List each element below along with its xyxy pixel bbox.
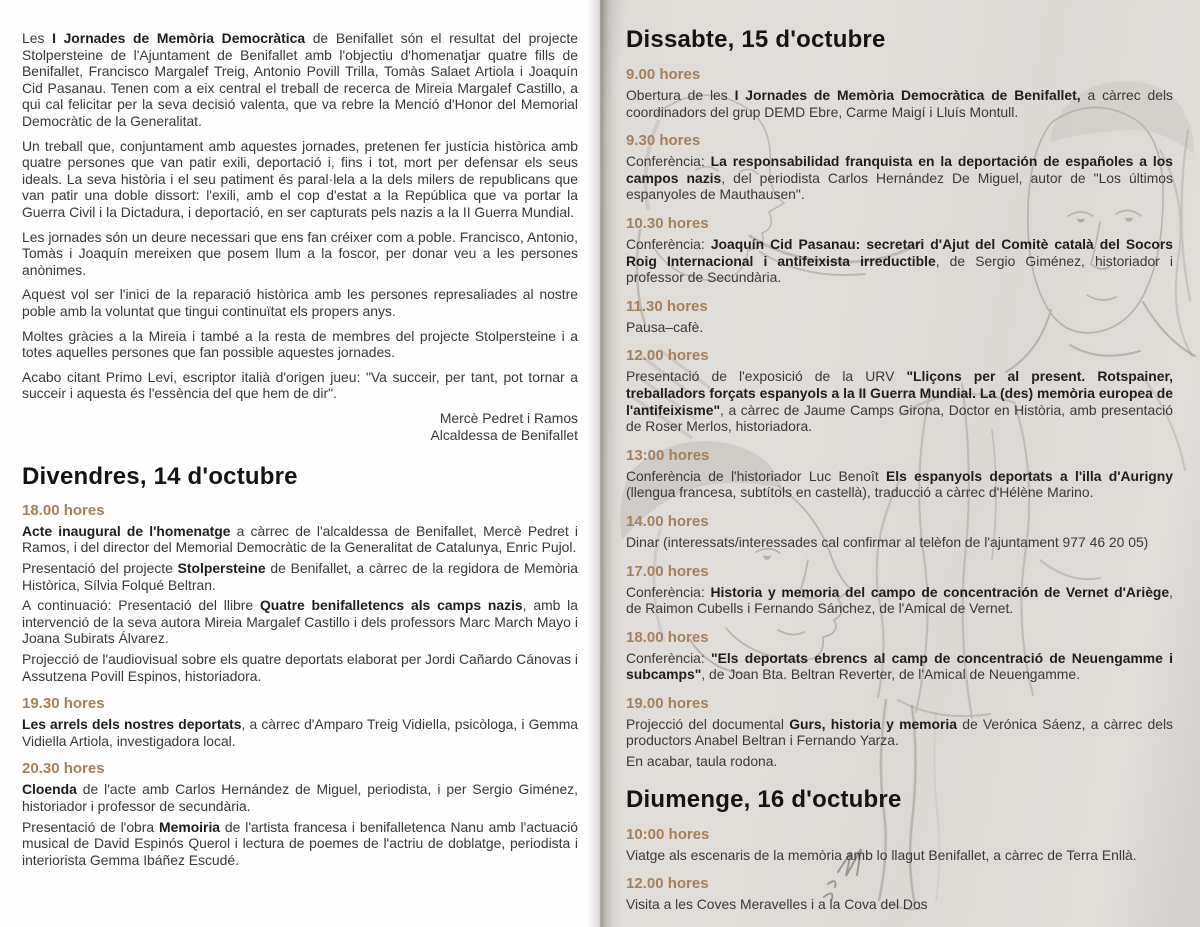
time-label: 14.00 hores <box>626 512 709 530</box>
signature-role: Alcaldessa de Benifallet <box>430 426 578 443</box>
event-paragraph: Viatge als escenaris de la memòria amb lo llagut Benifallet, a càrrec de Terra Enllà. <box>626 846 1137 863</box>
event-paragraph: Pausa–cafè. <box>626 318 704 335</box>
event-paragraph: Conferència: La responsabilidad franquista en la deportación de españoles a los campos nazis, del periodista Carlos Hernández De Miguel, autor de "Los últimos espanyoles de Mauthausen". <box>626 153 1173 203</box>
time-label: 12.00 hores <box>626 875 709 893</box>
time-label: 19.30 hores <box>22 695 105 713</box>
event-paragraph: Obertura de les I Jornades de Memòria Democràtica de Benifallet, a càrrec dels coordinadors del grup DEMD Ebre, Carme Maigí i Lluís Montull. <box>626 87 1173 120</box>
event-paragraph: Presentació de l'obra Memoiria de l'artista francesa i benifalletenca Nanu amb l'actuació musical de David Espinós Querol i lectura de poemes de l'actriu de doblatge, periodista i interiorista Gemma Ibáñez Escudé. <box>22 818 579 868</box>
event-paragraph: Les arrels dels nostres deportats, a càrrec d'Amparo Treig Vidiella, psicòloga, i Gemma Vidiella Artiola, investigadora local. <box>22 716 578 749</box>
time-label: 13:00 hores <box>626 446 710 464</box>
time-label: 17.00 hores <box>626 562 709 580</box>
day-title-friday: Divendres, 14 d'octubre <box>22 462 298 490</box>
event-paragraph: A continuació: Presentació del llibre Quatre benifalletencs als camps nazis, amb la intervenció de la seva autora Mireia Margalef Castillo i dels professors Marc March Mayo i Joana Subirats Álvarez. <box>22 597 578 647</box>
time-label: 18.00 hores <box>626 628 709 646</box>
time-label: 12.00 hores <box>626 347 709 365</box>
sunday-schedule <box>626 826 1173 913</box>
saturday-schedule <box>626 66 1173 770</box>
time-label: 10.30 hores <box>626 214 709 232</box>
time-label: 20.30 hores <box>22 760 105 778</box>
intro-paragraphs <box>22 30 578 402</box>
time-label: 11.30 hores <box>626 297 708 315</box>
signature-block <box>22 410 578 444</box>
day-title-saturday: Dissabte, 15 d'octubre <box>626 26 886 53</box>
time-label: 9.30 hores <box>626 132 701 150</box>
event-paragraph: Acte inaugural de l'homenatge a càrrec de l'alcaldessa de Benifallet, Mercè Pedret i Ramos, i del director del Memorial Democràtic de la Generalitat de Catalunya, Enric Pujol. <box>22 522 578 556</box>
time-label: 18.00 hores <box>22 501 105 519</box>
day-title-sunday: Diumenge, 16 d'octubre <box>626 785 902 813</box>
event-paragraph: Presentació del projecte Stolpersteine de Benifallet, a càrrec de la regidora de Memòria Històrica, Sílvia Folqué Beltran. <box>22 560 578 593</box>
event-paragraph: Conferència de l'historiador Luc Benoît Els espanyols deportats a l'illa d'Aurigny (llengua francesa, subtítols en castellà), traducció a càrrec d'Hélène Marino. <box>626 467 1173 501</box>
event-paragraph: Visita a les Coves Meravelles i a la Cova del Dos <box>626 896 928 913</box>
event-paragraph: Projecció de l'audiovisual sobre els quatre deportats elaborat per Jordi Cañardo Cánovas i Assutzena Povill Espinos, historiadora. <box>22 651 578 684</box>
intro-paragraph: Les I Jornades de Memòria Democràtica de Benifallet són el resultat del projecte Stolpersteine de l'Ajuntament de Benifallet amb l'objectiu d'homenatjar quatre fills de Benifallet, Francisco Margalef Treig, Antonio Povill Trilla, Tomàs Salaet Artiola i Joaquín Cid Pasanau. Tenen com a eix central el treball de recerca de Mireia Margalef Castillo, a qui cal felicitar per la seva decisió valenta, que va rebre la Menció d'Honor del Memorial Democràtic de la Generalitat. <box>22 30 578 129</box>
intro-paragraph: Les jornades són un deure necessari que ens fan créixer com a poble. Francisco, Antonio, Tomàs i Joaquín mereixen que posem llum a la foscor, per donar veu a les persones anònimes. <box>22 228 578 278</box>
time-label: 19.00 hores <box>626 694 709 712</box>
event-paragraph: En acabar, taula rodona. <box>626 753 778 770</box>
intro-paragraph: Un treball que, conjuntament amb aquestes jornades, pretenen fer justícia històrica amb quatre persones que van patir exili, deportació i, fins i tot, mort per defensar els seus ideals. La seva història i el seu patiment és paral·lela a la dels milers de republicans que van patir una doble dissort: l'exili, amb el cop d'estat a la República que va portar la Guerra Civil i la Dictadura, i deportació, en ser capturats pels nazis a la II Guerra Mundial. <box>22 137 578 220</box>
intro-paragraph: Moltes gràcies a la Mireia i també a la resta de membres del projecte Stolpersteine i a totes aquelles persones que fan possible aquestes jornades. <box>22 327 578 361</box>
event-paragraph: Conferència: Joaquín Cid Pasanau: secretari d'Ajut del Comitè català del Socors Roig Internacional i antifeixista irreductible, de Sergio Giménez, historiador i professor de Secundària. <box>626 235 1173 286</box>
event-paragraph: Presentació de l'exposició de la URV "Lliçons per al present. Rotspainer, treballadors forçats espanyols a la II Guerra Mundial. La (des) memòria europea de l'antifeixisme", a càrrec de Jaume Camps Girona, Doctor en Història, amb presentació de Roser Merlos, historiadora. <box>626 368 1174 435</box>
signature-name: Mercè Pedret i Ramos <box>439 409 578 426</box>
right-page-content <box>600 0 1200 927</box>
friday-schedule <box>22 502 578 869</box>
time-label: 9.00 hores <box>626 66 701 83</box>
intro-paragraph: Acabo citant Primo Levi, escriptor italià d'origen jueu: "Va succeir, per tant, pot tornar a succeir i aquesta és l'essència del que hem de dir". <box>22 368 578 402</box>
intro-paragraph: Aquest vol ser l'inici de la reparació històrica amb les persones represaliades al nostre poble amb la voluntat que tingui continuïtat els propers anys. <box>22 286 578 319</box>
event-paragraph: Conferència: Historia y memoria del campo de concentración de Vernet d'Ariège, de Raimon Cubells i Fernando Sánchez, de l'Amical de Vernet. <box>626 583 1173 617</box>
event-paragraph: Dinar (interessats/interessades cal confirmar al telèfon de l'ajuntament 977 46 20 05) <box>626 533 1149 550</box>
event-paragraph: Cloenda de l'acte amb Carlos Hernández de Miguel, periodista, i per Sergio Giménez, historiador i professor de secundària. <box>22 781 578 814</box>
page-right <box>600 0 1200 927</box>
event-paragraph: Conferència: "Els deportats ebrencs al camp de concentració de Neuengamme i subcamps", de Joan Bta. Beltran Reverter, de l'Amical de Neuengamme. <box>626 649 1173 683</box>
time-label: 10:00 hores <box>626 825 710 843</box>
event-paragraph: Projecció del documental Gurs, historia y memoria de Verónica Sáenz, a càrrec dels productors Anabel Beltran i Fernando Yarza. <box>626 715 1173 749</box>
